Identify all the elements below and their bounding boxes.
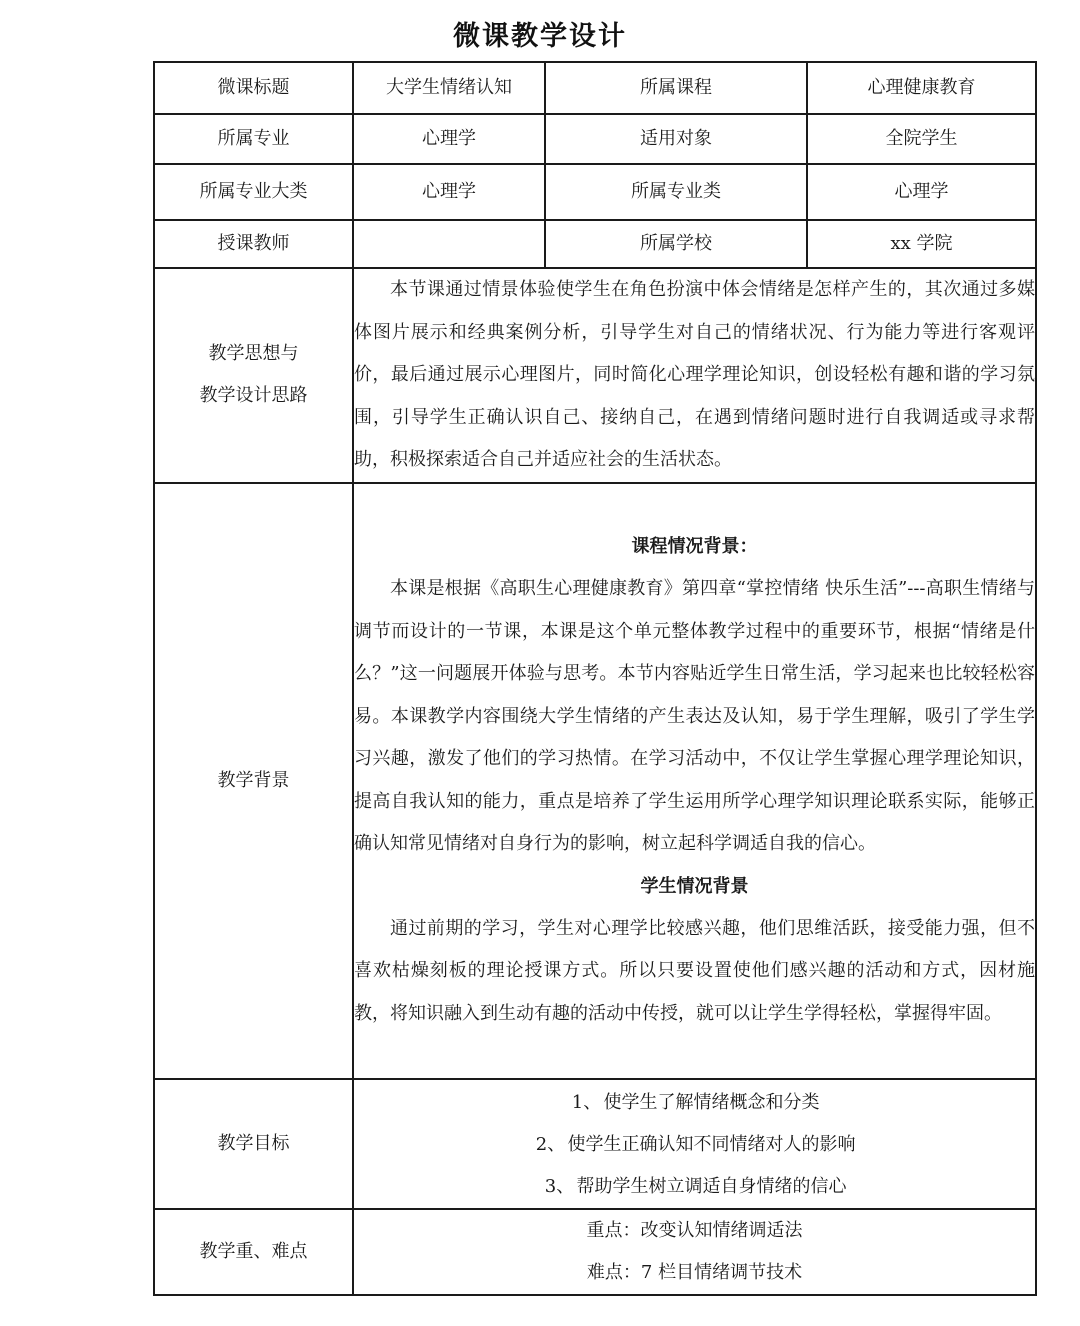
goal-number: 2、: [535, 1133, 566, 1155]
content-teaching-thinking: [353, 268, 1036, 483]
value-major-category: 心理学: [353, 164, 545, 220]
info-row-teacher: [154, 220, 1036, 268]
label-thinking-line1: 教学思想与: [208, 343, 299, 365]
student-background-paragraph: 通过前期的学习，学生对心理学比较感兴趣，他们思维活跃，接受能力强，但不喜欢枯燥刻板的理论授课方式。所以只要设置使他们感兴趣的活动和方式，因材施教，将知识融入到生动有趣的活动中传授，就可以让学生学得轻松，掌握得牢固。: [354, 917, 1035, 1024]
row-key-points: [154, 1209, 1036, 1295]
label-teaching-background: 教学背景: [154, 483, 353, 1079]
value-major-class: 心理学: [807, 164, 1036, 220]
content-key-points: [353, 1209, 1036, 1295]
info-row-category: [154, 164, 1036, 220]
key-focus: 重点：改变认知情绪调适法: [586, 1219, 803, 1241]
value-major: 心理学: [353, 114, 545, 164]
label-major-class: 所属专业类: [545, 164, 807, 220]
teaching-design-table: [153, 61, 1037, 1296]
goal-number: 1、: [571, 1091, 602, 1113]
label-thinking-line2: 教学设计思路: [199, 385, 308, 407]
goal-text: 帮助学生树立调适自身情绪的信心: [576, 1175, 847, 1197]
goal-text: 使学生正确认知不同情绪对人的影响: [567, 1133, 856, 1155]
goal-text: 使学生了解情绪概念和分类: [603, 1091, 820, 1113]
value-teacher: [353, 220, 545, 268]
label-major-category: 所属专业大类: [154, 164, 353, 220]
label-major: 所属专业: [154, 114, 353, 164]
label-school: 所属学校: [545, 220, 807, 268]
info-row-course-title: [154, 62, 1036, 114]
label-teaching-goals: 教学目标: [154, 1079, 353, 1209]
goal-item: [354, 1166, 1035, 1208]
course-background-heading: 课程情况背景：: [631, 536, 758, 557]
value-audience: 全院学生: [807, 114, 1036, 164]
content-teaching-goals: [353, 1079, 1036, 1209]
row-teaching-goals: [154, 1079, 1036, 1209]
label-course: 所属课程: [545, 62, 807, 114]
content-teaching-background: [353, 483, 1036, 1079]
value-school: xx 学院: [807, 220, 1036, 268]
goal-number: 3、: [544, 1175, 575, 1197]
goal-item: [354, 1124, 1035, 1166]
row-teaching-thinking: [154, 268, 1036, 483]
document-title: 微课教学设计: [453, 21, 627, 52]
label-course-title: 微课标题: [154, 62, 353, 114]
label-teacher: 授课教师: [154, 220, 353, 268]
label-key-points: 教学重、难点: [154, 1209, 353, 1295]
row-teaching-background: [154, 483, 1036, 1079]
thinking-paragraph: 本节课通过情景体验使学生在角色扮演中体会情绪是怎样产生的，其次通过多媒体图片展示和经典案例分析，引导学生对自己的情绪状况、行为能力等进行客观评价，最后通过展示心理图片，同时简化心理学理论知识，创设轻松有趣和谐的学习氛围，引导学生正确认识自己、接纳自己，在遇到情绪问题时进行自我调适或寻求帮助，积极探索适合自己并适应社会的生活状态。: [354, 279, 1035, 470]
value-course: 心理健康教育: [807, 62, 1036, 114]
key-difficulty: 难点：7 栏目情绪调节技术: [586, 1261, 803, 1283]
info-row-major: [154, 114, 1036, 164]
goal-item: [354, 1082, 1035, 1124]
value-course-title: 大学生情绪认知: [353, 62, 545, 114]
label-audience: 适用对象: [545, 114, 807, 164]
label-teaching-thinking: [154, 268, 353, 483]
course-background-paragraph: 本课是根据《高职生心理健康教育》第四章“掌控情绪 快乐生活”---高职生情绪与调节而设计的一节课，本课是这个单元整体教学过程中的重要环节，根据“情绪是什么？”这一问题展开体验与思考。本节内容贴近学生日常生活，学习起来也比较轻松容易。本课教学内容围绕大学生情绪的产生表达及认知，易于学生理解，吸引了学生学习兴趣，激发了他们的学习热情。在学习活动中，不仅让学生掌握心理学理论知识，提高自我认知的能力，重点是培养了学生运用所学心理学知识理论联系实际，能够正确认知常见情绪对自身行为的影响，树立起科学调适自我的信心。: [354, 578, 1035, 854]
student-background-heading: 学生情况背景: [640, 875, 749, 897]
